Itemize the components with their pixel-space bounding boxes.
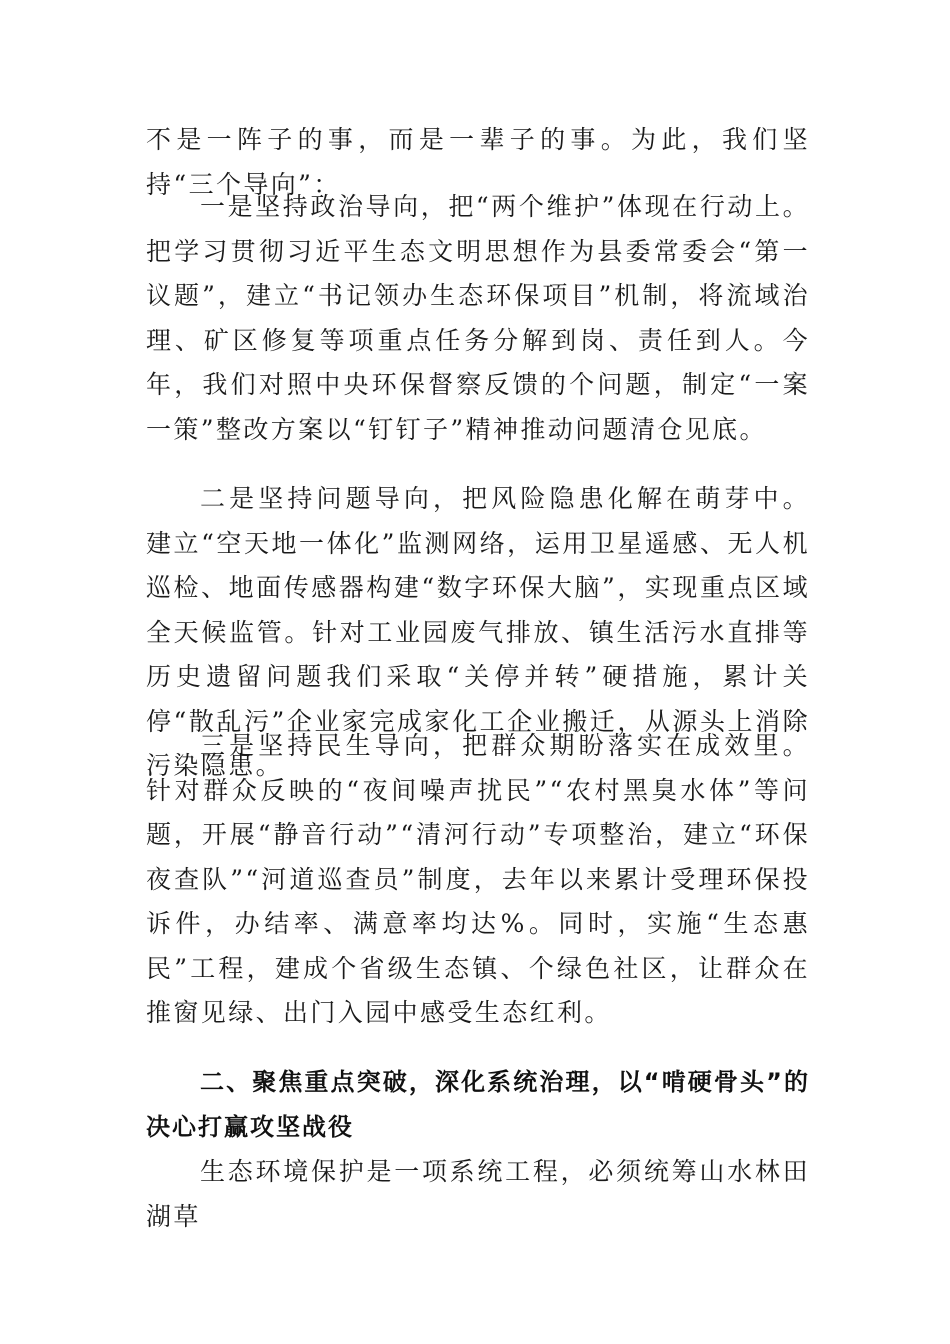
paragraph-system-engineering: 生态环境保护是一项系统工程，必须统筹山水林田湖草 [146, 1157, 810, 1231]
paragraph-problem-orientation: 二是坚持问题导向，把风险隐患化解在萌芽中。 建立“空天地一体化”监测网络，运用卫星遥感、无人机巡检、地面传感器构建“数字环保大脑”，实现重点区域全天候监管。针对工业园废气排放、镇生活污水直排等历史遗留问题我们采取“关停并转”硬措施，累计关停“散乱污”企业家完成家化工企业搬迁，从源头上消除污染隐患。 [146, 484, 810, 780]
paragraph-livelihood-orientation: 三是坚持民生导向，把群众期盼落实在成效里。 针对群众反映的“夜间噪声扰民”“农村黑臭水体”等问题，开展“静音行动”“清河行动”专项整治，建立“环保夜查队”“河道巡查员”制度，去年以来累计受理环保投诉件，办结率、满意率均达%。同时，实施“生态惠民”工程，建成个省级生态镇、个绿色社区，让群众在推窗见绿、出门入园中感受生态红利。 [146, 731, 810, 1027]
section-heading: 二、聚焦重点突破，深化系统治理，以“啃硬骨头”的决心打赢攻坚战役 [146, 1068, 810, 1141]
paragraph-continuation: 不是一阵子的事，而是一辈子的事。为此，我们坚持“三个导向”： [146, 125, 810, 199]
paragraph-political-orientation: 一是坚持政治导向，把“两个维护”体现在行动上。把学习贯彻习近平生态文明思想作为县委常委会“第一议题”，建立“书记领办生态环保项目”机制，将流域治理、矿区修复等项重点任务分解到岗、责任到人。今年，我们对照中央环保督察反馈的个问题，制定“一案一策”整改方案以“钉钉子”精神推动问题清仓见底。 [146, 192, 810, 444]
